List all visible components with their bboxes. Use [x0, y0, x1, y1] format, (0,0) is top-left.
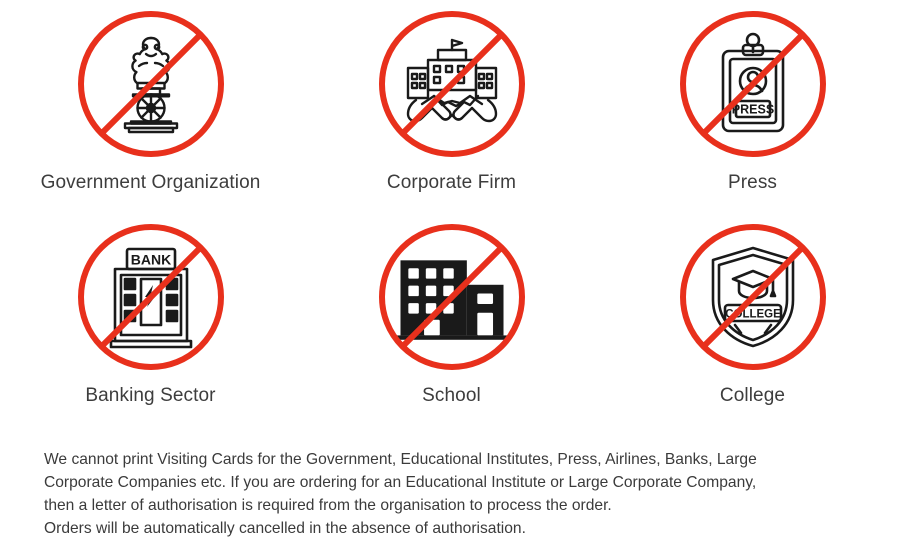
prohibited-badge [75, 8, 227, 160]
press-id-card-icon [698, 29, 808, 139]
disclaimer-line-4: Orders will be automatically cancelled in the absence of authorisation. [44, 520, 526, 537]
prohibited-badge [75, 221, 227, 373]
category-label: Corporate Firm [386, 172, 517, 193]
disclaimer-line-2: Corporate Companies etc. If you are ordering for an Educational Institute or Large Corporate Company, [44, 474, 757, 491]
category-label: Banking Sector [85, 385, 216, 406]
category-corporate-firm [301, 8, 602, 221]
category-banking-sector [0, 221, 301, 434]
category-label: Government Organization [40, 172, 261, 193]
category-press [602, 8, 903, 221]
restricted-category-grid [0, 8, 905, 434]
prohibited-badge [376, 221, 528, 373]
disclaimer-line-1: We cannot print Visiting Cards for the Government, Educational Institutes, Press, Airlines, Banks, Large [44, 451, 757, 468]
category-label: Press [727, 172, 778, 193]
prohibited-badge [376, 8, 528, 160]
school-building-icon [397, 242, 507, 352]
category-school [301, 221, 602, 434]
svg-text:BANK: BANK [130, 251, 171, 268]
category-college [602, 221, 903, 434]
disclaimer-line-3: then a letter of authorisation is required from the organisation to process the order. [44, 497, 612, 514]
category-label: College [719, 385, 786, 406]
category-government-organization [0, 8, 301, 221]
svg-text:COLLEGE: COLLEGE [724, 308, 781, 321]
svg-text:PRESS: PRESS [731, 102, 774, 117]
prohibited-badge [677, 8, 829, 160]
prohibited-badge [677, 221, 829, 373]
bank-building-icon [96, 242, 206, 352]
ashoka-pillar-icon [96, 29, 206, 139]
category-label: School [422, 385, 481, 406]
handshake-building-icon [397, 29, 507, 139]
college-shield-icon [698, 242, 808, 352]
disclaimer-note [44, 448, 874, 540]
